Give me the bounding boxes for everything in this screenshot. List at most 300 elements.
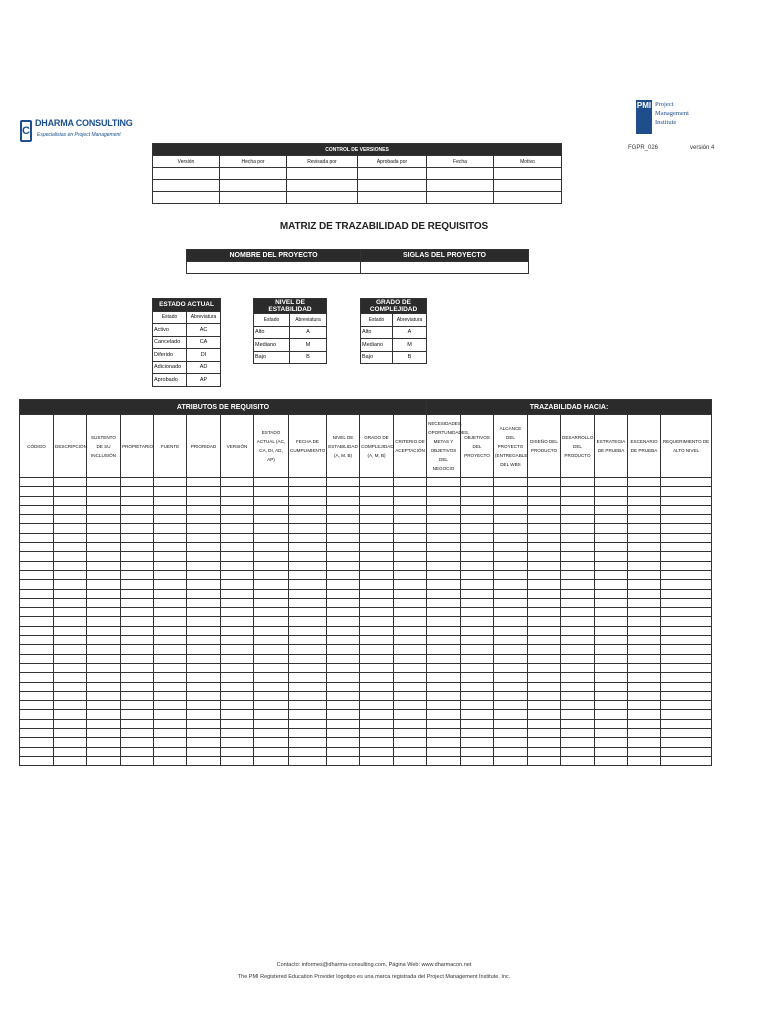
matrix-cell[interactable] [661,729,712,738]
matrix-cell[interactable] [289,608,327,617]
matrix-cell[interactable] [121,570,154,579]
matrix-cell[interactable] [394,515,427,524]
matrix-cell[interactable] [187,487,221,496]
matrix-cell[interactable] [494,738,528,747]
matrix-cell[interactable] [494,580,528,589]
matrix-cell[interactable] [561,747,595,756]
matrix-cell[interactable] [661,673,712,682]
matrix-cell[interactable] [254,533,289,542]
matrix-cell[interactable] [561,729,595,738]
matrix-cell[interactable] [360,478,394,487]
matrix-cell[interactable] [327,543,360,552]
matrix-cell[interactable] [561,552,595,561]
matrix-cell[interactable] [221,636,254,645]
matrix-cell[interactable] [461,487,494,496]
matrix-cell[interactable] [461,645,494,654]
matrix-cell[interactable] [87,561,121,570]
matrix-cell[interactable] [461,710,494,719]
matrix-cell[interactable] [360,496,394,505]
matrix-cell[interactable] [628,608,661,617]
matrix-cell[interactable] [360,543,394,552]
matrix-cell[interactable] [154,552,187,561]
matrix-cell[interactable] [20,496,54,505]
matrix-cell[interactable] [221,682,254,691]
matrix-cell[interactable] [360,505,394,514]
matrix-cell[interactable] [121,626,154,635]
matrix-cell[interactable] [87,598,121,607]
matrix-cell[interactable] [121,747,154,756]
matrix-cell[interactable] [561,496,595,505]
matrix-cell[interactable] [427,561,461,570]
matrix-cell[interactable] [360,645,394,654]
matrix-cell[interactable] [54,561,87,570]
matrix-cell[interactable] [360,524,394,533]
matrix-cell[interactable] [121,487,154,496]
matrix-cell[interactable] [154,570,187,579]
matrix-cell[interactable] [327,756,360,765]
matrix-cell[interactable] [154,691,187,700]
matrix-cell[interactable] [221,608,254,617]
matrix-cell[interactable] [327,682,360,691]
matrix-cell[interactable] [221,747,254,756]
matrix-cell[interactable] [254,505,289,514]
matrix-cell[interactable] [54,496,87,505]
matrix-cell[interactable] [561,738,595,747]
matrix-cell[interactable] [595,747,628,756]
matrix-cell[interactable] [360,617,394,626]
matrix-cell[interactable] [327,729,360,738]
matrix-cell[interactable] [254,691,289,700]
matrix-cell[interactable] [595,645,628,654]
matrix-cell[interactable] [20,663,54,672]
matrix-cell[interactable] [394,654,427,663]
matrix-cell[interactable] [54,570,87,579]
matrix-cell[interactable] [461,515,494,524]
version-control-cell[interactable] [494,180,562,192]
matrix-cell[interactable] [187,645,221,654]
matrix-cell[interactable] [187,682,221,691]
matrix-cell[interactable] [360,533,394,542]
matrix-cell[interactable] [20,710,54,719]
matrix-cell[interactable] [327,496,360,505]
matrix-cell[interactable] [394,496,427,505]
matrix-cell[interactable] [661,663,712,672]
matrix-cell[interactable] [561,543,595,552]
matrix-cell[interactable] [494,533,528,542]
matrix-cell[interactable] [154,729,187,738]
matrix-cell[interactable] [427,645,461,654]
matrix-cell[interactable] [427,496,461,505]
matrix-cell[interactable] [87,543,121,552]
matrix-cell[interactable] [121,505,154,514]
matrix-cell[interactable] [20,719,54,728]
matrix-cell[interactable] [154,561,187,570]
matrix-cell[interactable] [494,617,528,626]
matrix-cell[interactable] [427,487,461,496]
matrix-cell[interactable] [54,608,87,617]
matrix-cell[interactable] [20,608,54,617]
matrix-cell[interactable] [121,663,154,672]
matrix-cell[interactable] [494,673,528,682]
matrix-cell[interactable] [327,552,360,561]
matrix-cell[interactable] [360,608,394,617]
matrix-cell[interactable] [187,570,221,579]
matrix-cell[interactable] [289,589,327,598]
matrix-cell[interactable] [494,645,528,654]
matrix-cell[interactable] [221,524,254,533]
version-control-cell[interactable] [494,192,562,204]
matrix-cell[interactable] [254,496,289,505]
matrix-cell[interactable] [289,691,327,700]
matrix-cell[interactable] [461,552,494,561]
matrix-cell[interactable] [289,580,327,589]
matrix-cell[interactable] [561,608,595,617]
matrix-cell[interactable] [221,645,254,654]
matrix-cell[interactable] [394,552,427,561]
matrix-cell[interactable] [87,487,121,496]
matrix-cell[interactable] [427,552,461,561]
matrix-cell[interactable] [461,729,494,738]
matrix-cell[interactable] [289,478,327,487]
matrix-cell[interactable] [20,617,54,626]
matrix-cell[interactable] [461,738,494,747]
matrix-cell[interactable] [289,496,327,505]
matrix-cell[interactable] [595,729,628,738]
matrix-cell[interactable] [254,589,289,598]
matrix-cell[interactable] [661,570,712,579]
matrix-cell[interactable] [221,626,254,635]
matrix-cell[interactable] [327,747,360,756]
matrix-cell[interactable] [595,738,628,747]
matrix-cell[interactable] [494,636,528,645]
matrix-cell[interactable] [154,673,187,682]
matrix-cell[interactable] [54,626,87,635]
matrix-cell[interactable] [628,561,661,570]
matrix-cell[interactable] [254,570,289,579]
matrix-cell[interactable] [661,636,712,645]
matrix-cell[interactable] [427,524,461,533]
matrix-cell[interactable] [187,515,221,524]
matrix-cell[interactable] [254,710,289,719]
matrix-cell[interactable] [595,487,628,496]
matrix-cell[interactable] [289,673,327,682]
matrix-cell[interactable] [154,636,187,645]
matrix-cell[interactable] [327,505,360,514]
matrix-cell[interactable] [394,738,427,747]
matrix-cell[interactable] [87,608,121,617]
matrix-cell[interactable] [360,756,394,765]
matrix-cell[interactable] [154,543,187,552]
matrix-cell[interactable] [661,505,712,514]
matrix-cell[interactable] [394,710,427,719]
matrix-cell[interactable] [427,729,461,738]
matrix-cell[interactable] [661,561,712,570]
matrix-cell[interactable] [461,654,494,663]
matrix-cell[interactable] [221,719,254,728]
matrix-cell[interactable] [20,543,54,552]
matrix-cell[interactable] [289,552,327,561]
matrix-cell[interactable] [154,710,187,719]
matrix-cell[interactable] [427,533,461,542]
matrix-cell[interactable] [20,478,54,487]
matrix-cell[interactable] [20,626,54,635]
matrix-cell[interactable] [628,543,661,552]
matrix-cell[interactable] [254,756,289,765]
matrix-cell[interactable] [54,598,87,607]
matrix-cell[interactable] [461,626,494,635]
matrix-cell[interactable] [154,747,187,756]
matrix-cell[interactable] [20,673,54,682]
version-control-cell[interactable] [220,180,287,192]
matrix-cell[interactable] [54,515,87,524]
matrix-cell[interactable] [461,617,494,626]
matrix-cell[interactable] [494,487,528,496]
matrix-cell[interactable] [628,756,661,765]
matrix-cell[interactable] [187,701,221,710]
matrix-cell[interactable] [254,682,289,691]
version-control-cell[interactable] [153,180,220,192]
matrix-cell[interactable] [121,756,154,765]
matrix-cell[interactable] [20,552,54,561]
matrix-cell[interactable] [187,580,221,589]
matrix-cell[interactable] [461,561,494,570]
matrix-cell[interactable] [595,710,628,719]
matrix-cell[interactable] [54,682,87,691]
matrix-cell[interactable] [661,626,712,635]
matrix-cell[interactable] [394,570,427,579]
version-control-cell[interactable] [287,180,358,192]
matrix-cell[interactable] [661,524,712,533]
matrix-cell[interactable] [561,487,595,496]
matrix-cell[interactable] [661,533,712,542]
matrix-cell[interactable] [494,570,528,579]
matrix-cell[interactable] [327,691,360,700]
matrix-cell[interactable] [221,617,254,626]
matrix-cell[interactable] [289,543,327,552]
matrix-cell[interactable] [494,552,528,561]
matrix-cell[interactable] [360,552,394,561]
matrix-cell[interactable] [221,673,254,682]
matrix-cell[interactable] [595,524,628,533]
matrix-cell[interactable] [154,719,187,728]
matrix-cell[interactable] [327,487,360,496]
matrix-cell[interactable] [561,673,595,682]
matrix-cell[interactable] [54,701,87,710]
matrix-cell[interactable] [461,533,494,542]
matrix-cell[interactable] [494,663,528,672]
matrix-cell[interactable] [221,756,254,765]
matrix-cell[interactable] [20,515,54,524]
matrix-cell[interactable] [121,561,154,570]
version-control-cell[interactable] [427,168,494,180]
matrix-cell[interactable] [154,682,187,691]
matrix-cell[interactable] [254,561,289,570]
matrix-cell[interactable] [54,552,87,561]
matrix-cell[interactable] [121,589,154,598]
matrix-cell[interactable] [427,673,461,682]
version-control-cell[interactable] [427,180,494,192]
matrix-cell[interactable] [327,663,360,672]
matrix-cell[interactable] [561,617,595,626]
matrix-cell[interactable] [154,598,187,607]
matrix-cell[interactable] [628,533,661,542]
project-acronym-cell[interactable] [361,262,529,274]
matrix-cell[interactable] [327,636,360,645]
matrix-cell[interactable] [595,682,628,691]
matrix-cell[interactable] [54,589,87,598]
matrix-cell[interactable] [154,645,187,654]
matrix-cell[interactable] [628,691,661,700]
matrix-cell[interactable] [221,654,254,663]
matrix-cell[interactable] [494,756,528,765]
matrix-cell[interactable] [494,719,528,728]
matrix-cell[interactable] [494,682,528,691]
matrix-cell[interactable] [327,673,360,682]
matrix-cell[interactable] [461,505,494,514]
matrix-cell[interactable] [427,738,461,747]
matrix-cell[interactable] [327,617,360,626]
matrix-cell[interactable] [154,608,187,617]
matrix-cell[interactable] [561,691,595,700]
matrix-cell[interactable] [427,710,461,719]
matrix-cell[interactable] [661,608,712,617]
matrix-cell[interactable] [394,756,427,765]
matrix-cell[interactable] [154,533,187,542]
matrix-cell[interactable] [254,478,289,487]
matrix-cell[interactable] [628,747,661,756]
matrix-cell[interactable] [254,663,289,672]
matrix-cell[interactable] [254,636,289,645]
matrix-cell[interactable] [561,636,595,645]
matrix-cell[interactable] [360,515,394,524]
matrix-cell[interactable] [360,682,394,691]
matrix-cell[interactable] [121,580,154,589]
matrix-cell[interactable] [528,626,561,635]
matrix-cell[interactable] [121,719,154,728]
matrix-cell[interactable] [327,561,360,570]
matrix-cell[interactable] [254,552,289,561]
matrix-cell[interactable] [20,729,54,738]
matrix-cell[interactable] [289,747,327,756]
matrix-cell[interactable] [595,654,628,663]
matrix-cell[interactable] [289,663,327,672]
matrix-cell[interactable] [54,487,87,496]
matrix-cell[interactable] [154,580,187,589]
matrix-cell[interactable] [187,747,221,756]
matrix-cell[interactable] [289,682,327,691]
matrix-cell[interactable] [154,701,187,710]
matrix-cell[interactable] [121,496,154,505]
matrix-cell[interactable] [54,524,87,533]
matrix-cell[interactable] [628,729,661,738]
matrix-cell[interactable] [494,496,528,505]
matrix-cell[interactable] [661,598,712,607]
matrix-cell[interactable] [528,747,561,756]
matrix-cell[interactable] [561,589,595,598]
matrix-cell[interactable] [595,505,628,514]
matrix-cell[interactable] [221,561,254,570]
matrix-cell[interactable] [254,645,289,654]
matrix-cell[interactable] [394,608,427,617]
matrix-cell[interactable] [121,701,154,710]
matrix-cell[interactable] [595,533,628,542]
matrix-cell[interactable] [595,663,628,672]
matrix-cell[interactable] [494,505,528,514]
matrix-cell[interactable] [661,515,712,524]
matrix-cell[interactable] [561,524,595,533]
matrix-cell[interactable] [394,682,427,691]
matrix-cell[interactable] [154,515,187,524]
matrix-cell[interactable] [528,478,561,487]
matrix-cell[interactable] [461,691,494,700]
matrix-cell[interactable] [221,496,254,505]
matrix-cell[interactable] [20,487,54,496]
matrix-cell[interactable] [221,738,254,747]
matrix-cell[interactable] [528,710,561,719]
matrix-cell[interactable] [121,608,154,617]
version-control-cell[interactable] [427,192,494,204]
matrix-cell[interactable] [221,729,254,738]
matrix-cell[interactable] [461,570,494,579]
matrix-cell[interactable] [561,654,595,663]
matrix-cell[interactable] [327,608,360,617]
matrix-cell[interactable] [528,682,561,691]
matrix-cell[interactable] [661,487,712,496]
matrix-cell[interactable] [461,719,494,728]
matrix-cell[interactable] [327,710,360,719]
matrix-cell[interactable] [494,598,528,607]
matrix-cell[interactable] [394,561,427,570]
matrix-cell[interactable] [327,645,360,654]
matrix-cell[interactable] [54,505,87,514]
matrix-cell[interactable] [394,636,427,645]
matrix-cell[interactable] [289,701,327,710]
matrix-cell[interactable] [461,608,494,617]
matrix-cell[interactable] [254,580,289,589]
matrix-cell[interactable] [87,524,121,533]
matrix-cell[interactable] [121,515,154,524]
matrix-cell[interactable] [427,654,461,663]
matrix-cell[interactable] [528,636,561,645]
version-control-cell[interactable] [287,168,358,180]
matrix-cell[interactable] [360,738,394,747]
matrix-cell[interactable] [628,710,661,719]
matrix-cell[interactable] [461,598,494,607]
project-name-cell[interactable] [187,262,361,274]
matrix-cell[interactable] [628,654,661,663]
matrix-cell[interactable] [289,719,327,728]
matrix-cell[interactable] [360,626,394,635]
matrix-cell[interactable] [561,561,595,570]
matrix-cell[interactable] [187,738,221,747]
matrix-cell[interactable] [20,561,54,570]
matrix-cell[interactable] [494,478,528,487]
matrix-cell[interactable] [221,710,254,719]
matrix-cell[interactable] [528,543,561,552]
matrix-cell[interactable] [327,738,360,747]
matrix-cell[interactable] [461,701,494,710]
matrix-cell[interactable] [20,756,54,765]
matrix-cell[interactable] [360,747,394,756]
matrix-cell[interactable] [87,719,121,728]
matrix-cell[interactable] [661,719,712,728]
matrix-cell[interactable] [661,701,712,710]
matrix-cell[interactable] [427,580,461,589]
version-control-cell[interactable] [220,192,287,204]
matrix-cell[interactable] [628,598,661,607]
matrix-cell[interactable] [661,496,712,505]
matrix-cell[interactable] [628,487,661,496]
